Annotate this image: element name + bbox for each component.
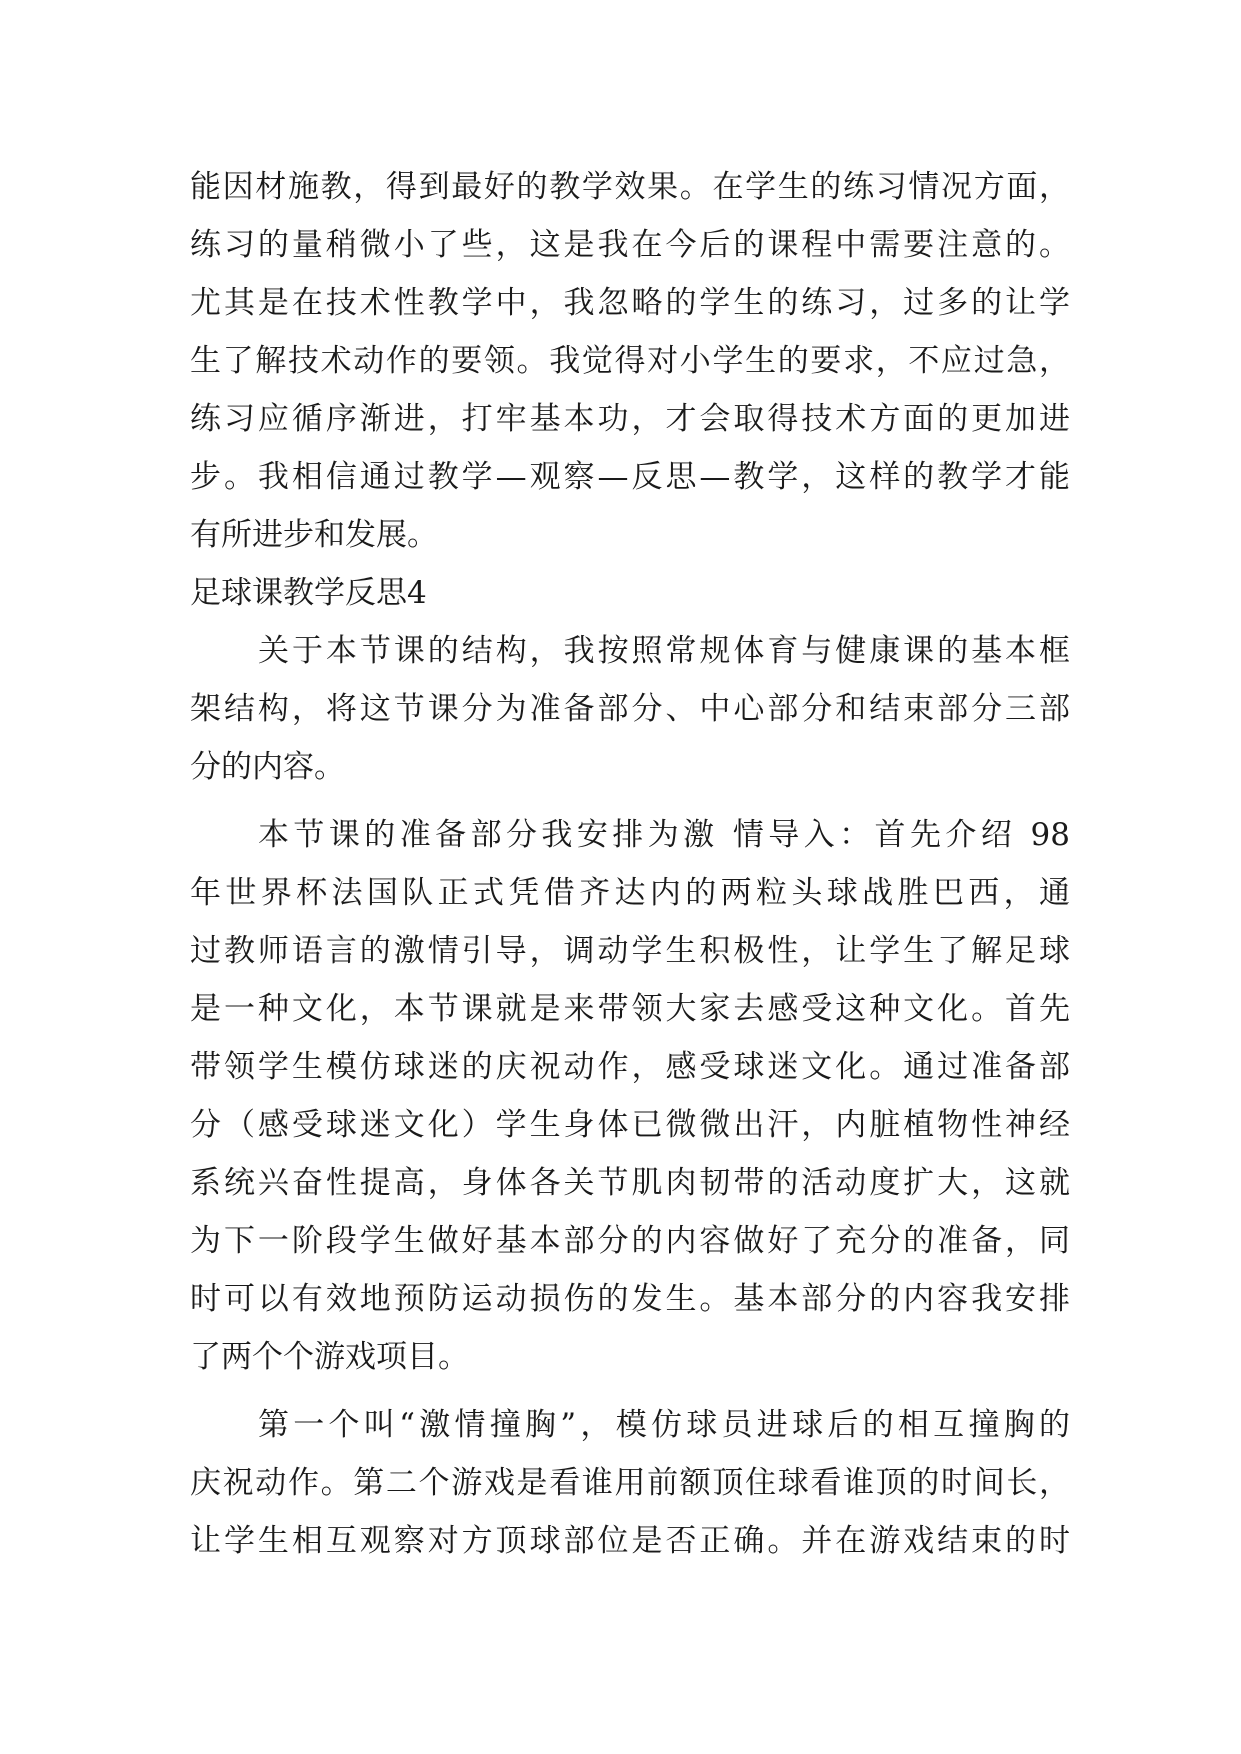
text-line: 让学生相互观察对方顶球部位是否正确。并在游戏结束的时 (190, 1523, 1070, 1559)
text-line: 是一种文化，本节课就是来带领大家去感受这种文化。首先 (190, 991, 1070, 1027)
text-line: 有所进步和发展。 (190, 517, 438, 553)
text-line: 能因材施教，得到最好的教学效果。在学生的练习情况方面， (190, 169, 1070, 205)
text-line: 尤其是在技术性教学中，我忽略的学生的练习，过多的让学 (190, 285, 1070, 321)
text-line: 练习的量稍微小了些，这是我在今后的课程中需要注意的。 (190, 227, 1070, 263)
text-line: 年世界杯法国队正式凭借齐达内的两粒头球战胜巴西，通 (190, 875, 1070, 911)
text-line: 系统兴奋性提高，身体各关节肌肉韧带的活动度扩大，这就 (190, 1165, 1070, 1201)
text-line: 过教师语言的激情引导，调动学生积极性，让学生了解足球 (190, 933, 1070, 969)
text-line: 练习应循序渐进，打牢基本功，才会取得技术方面的更加进 (190, 401, 1070, 437)
text-line: 第一个叫“激情撞胸”，模仿球员进球后的相互撞胸的 (258, 1407, 1070, 1443)
text-line: 架结构，将这节课分为准备部分、中心部分和结束部分三部 (190, 691, 1070, 727)
text-line: 分（感受球迷文化）学生身体已微微出汗，内脏植物性神经 (190, 1107, 1070, 1143)
text-line: 生了解技术动作的要领。我觉得对小学生的要求，不应过急， (190, 343, 1070, 379)
text-line: 时可以有效地预防运动损伤的发生。基本部分的内容我安排 (190, 1281, 1070, 1317)
text-line: 带领学生模仿球迷的庆祝动作，感受球迷文化。通过准备部 (190, 1049, 1070, 1085)
section-heading: 足球课教学反思4 (190, 575, 427, 611)
text-line: 了两个个游戏项目。 (190, 1339, 469, 1375)
text-line: 为下一阶段学生做好基本部分的内容做好了充分的准备，同 (190, 1223, 1070, 1259)
text-line: 分的内容。 (190, 749, 345, 785)
text-line: 关于本节课的结构，我按照常规体育与健康课的基本框 (258, 633, 1070, 669)
text-line: 步。我相信通过教学—观察—反思—教学，这样的教学才能 (190, 459, 1070, 495)
text-line: 庆祝动作。第二个游戏是看谁用前额顶住球看谁顶的时间长， (190, 1465, 1070, 1501)
text-line: 本节课的准备部分我安排为激 情导入：首先介绍 98 (258, 817, 1070, 853)
